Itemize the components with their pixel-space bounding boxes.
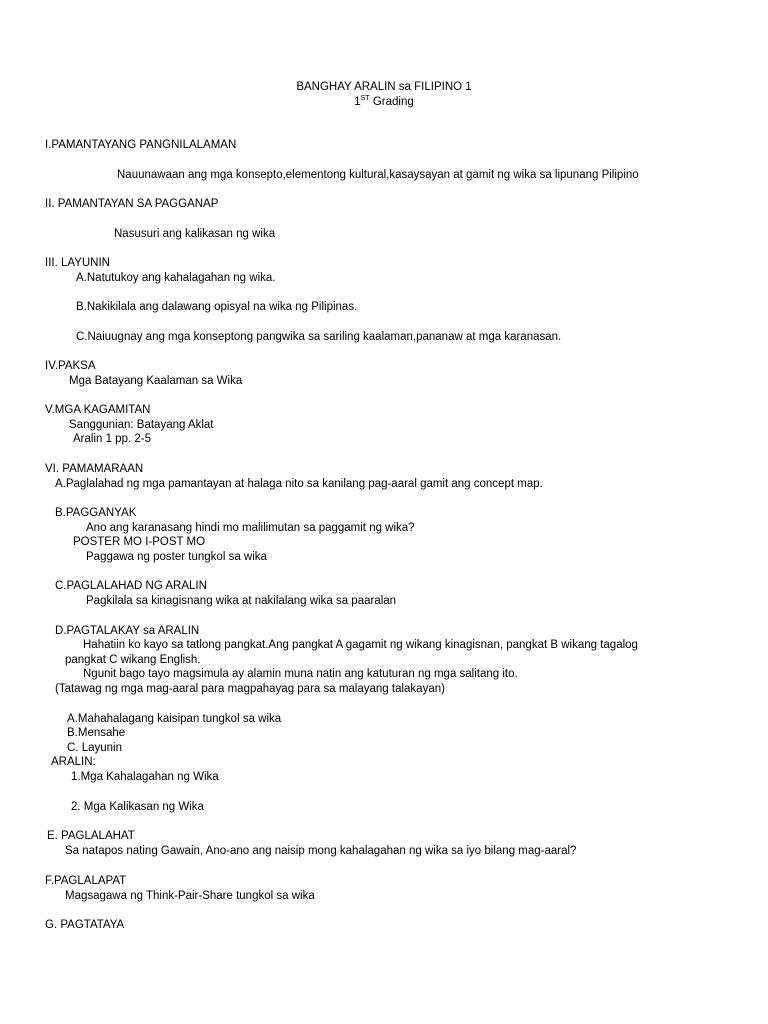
procedure-text: Magsagawa ng Think-Pair-Share tungkol sa wika bbox=[65, 890, 315, 902]
aralin-label: ARALIN: bbox=[51, 756, 96, 768]
grading-text: Grading bbox=[369, 96, 414, 108]
objective-item: B.Nakikilala ang dalawang opisyal na wika ng Pilipinas. bbox=[76, 301, 358, 313]
section-heading-pamamaraan: VI. PAMAMARAAN bbox=[45, 463, 144, 475]
section-body-text: Mga Batayang Kaalaman sa Wika bbox=[69, 375, 243, 387]
section-heading-layunin: III. LAYUNIN bbox=[45, 257, 110, 269]
procedure-text: Ano ang karanasang hindi mo malilimutan sa paggamit ng wika? bbox=[86, 522, 415, 534]
procedure-text: Paggawa ng poster tungkol sa wika bbox=[86, 551, 267, 563]
procedure-text: POSTER MO I-POST MO bbox=[73, 536, 206, 548]
objective-item: C.Naiuugnay ang mga konseptong pangwika sa sariling kaalaman,pananaw at mga karanasan. bbox=[76, 331, 562, 343]
section-heading-mga-kagamitan: V.MGA KAGAMITAN bbox=[45, 404, 151, 416]
procedure-text: (Tatawag ng mga mag-aaral para magpahayag para sa malayang talakayan) bbox=[55, 683, 445, 695]
section-heading-pamantayan-sa-pagganap: II. PAMANTAYAN SA PAGGANAP bbox=[45, 198, 219, 210]
discussion-item: B.Mensahe bbox=[67, 727, 126, 739]
document-title: BANGHAY ARALIN sa FILIPINO 1 bbox=[296, 81, 472, 93]
subsection-heading-paglalahad: C.PAGLALAHAD NG ARALIN bbox=[55, 580, 207, 592]
procedure-text: pangkat C wikang English. bbox=[65, 654, 201, 666]
subsection-heading-paglalahat: E. PAGLALAHAT bbox=[47, 830, 135, 842]
grading-superscript: ST bbox=[360, 95, 370, 102]
grading-label bbox=[0, 95, 768, 109]
section-heading-pamantayang-pangnilalaman: I.PAMANTAYANG PANGNILALAMAN bbox=[45, 139, 237, 151]
section-body-text: Nauunawaan ang mga konsepto,elementong kultural,kasaysayan at gamit ng wika sa lipunang Pilipino bbox=[117, 169, 639, 181]
subsection-heading-paglalapat: F.PAGLALAPAT bbox=[45, 875, 127, 887]
procedure-text: Sa natapos nating Gawain, Ano-ano ang naisip mong kahalagahan ng wika sa iyo bilang mag-aaral? bbox=[65, 845, 577, 857]
discussion-item: A.Mahahalagang kaisipan tungkol sa wika bbox=[67, 713, 282, 725]
objective-item: A.Natutukoy ang kahalagahan ng wika. bbox=[76, 272, 276, 284]
procedure-item: A.Paglalahad ng mga pamantayan at halaga nito sa kanilang pag-aaral gamit ang concept map. bbox=[55, 478, 543, 490]
reference-text: Sanggunian: Batayang Aklat bbox=[69, 419, 214, 431]
subsection-heading-pagganyak: B.PAGGANYAK bbox=[55, 507, 137, 519]
discussion-item: C. Layunin bbox=[67, 742, 122, 754]
section-body-text: Nasusuri ang kalikasan ng wika bbox=[114, 228, 276, 240]
reference-pages: Aralin 1 pp. 2-5 bbox=[73, 433, 151, 445]
aralin-item: 2. Mga Kalikasan ng Wika bbox=[71, 801, 204, 813]
subsection-heading-pagtataya: G. PAGTATAYA bbox=[45, 919, 125, 931]
aralin-item: 1.Mga Kahalagahan ng Wika bbox=[71, 771, 219, 783]
section-heading-paksa: IV.PAKSA bbox=[45, 360, 96, 372]
procedure-text: Ngunit bago tayo magsimula ay alamin muna natin ang katuturan ng mga salitang ito. bbox=[83, 668, 518, 680]
grading-number: 1 bbox=[354, 96, 361, 108]
procedure-text: Pagkilala sa kinagisnang wika at nakilalang wika sa paaralan bbox=[86, 595, 397, 607]
procedure-text: Hahatiin ko kayo sa tatlong pangkat.Ang pangkat A gagamit ng wikang kinagisnan, pangkat B wikang tagalog bbox=[83, 639, 638, 651]
subsection-heading-pagtalakay: D.PAGTALAKAY sa ARALIN bbox=[55, 625, 200, 637]
